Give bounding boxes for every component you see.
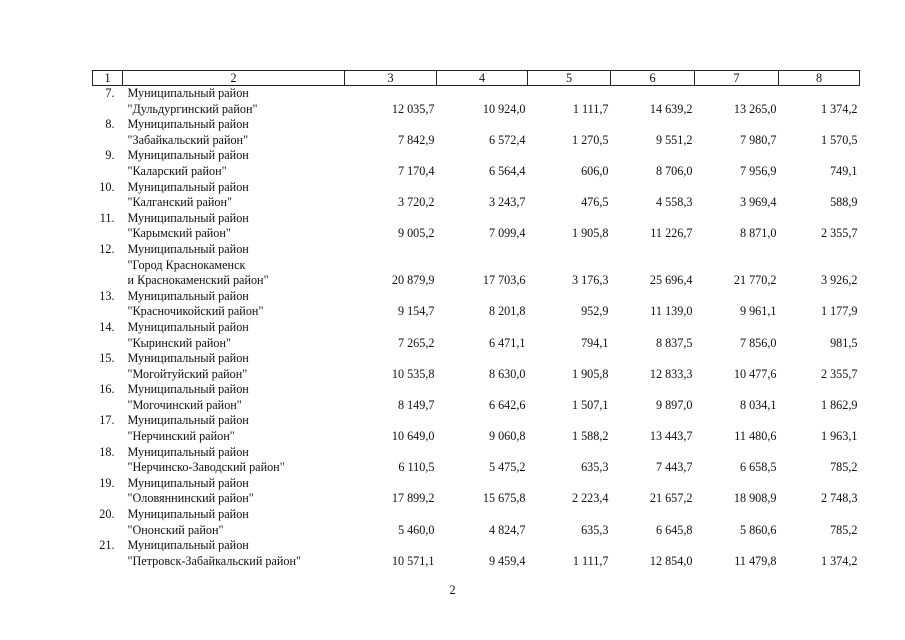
value-col-6: 14 639,2	[649, 101, 693, 116]
district-name	[123, 211, 345, 242]
district-name	[123, 445, 345, 476]
district-name	[123, 413, 345, 444]
table-row	[93, 289, 860, 320]
district-name	[123, 180, 345, 211]
value-col-7: 7 856,0	[739, 335, 777, 350]
value-col-4: 7 099,4	[488, 226, 526, 241]
row-number: 17.	[99, 413, 115, 428]
value-col-3: 3 720,2	[397, 195, 435, 210]
value-col-8: 2 355,7	[820, 366, 858, 381]
value-col-7: 3 969,4	[739, 195, 777, 210]
value-col-3: 9 154,7	[397, 304, 435, 319]
district-name-line: Муниципальный район	[127, 351, 249, 366]
value-col-7: 10 477,6	[733, 366, 777, 381]
value-col-7: 5 860,6	[739, 522, 777, 537]
value-col-8: 1 862,9	[820, 397, 858, 412]
row-number: 9.	[105, 148, 115, 163]
value-col-4: 8 201,8	[488, 304, 526, 319]
value-col-5: 1 111,7	[572, 101, 609, 116]
value-col-5: 476,5	[581, 195, 609, 210]
value-col-5: 635,3	[581, 460, 609, 475]
value-col-3: 20 879,9	[391, 273, 435, 288]
table-row	[93, 538, 860, 569]
table-header	[93, 71, 860, 86]
value-col-8: 588,9	[830, 195, 858, 210]
table-row	[93, 351, 860, 382]
value-col-5: 3 176,3	[571, 273, 609, 288]
district-name-line: "Красночикойский район"	[127, 304, 264, 319]
table-row	[93, 211, 860, 242]
table-row	[93, 382, 860, 413]
district-name-line: Муниципальный район	[127, 288, 249, 303]
value-col-8: 2 748,3	[820, 491, 858, 506]
value-col-4: 17 703,6	[482, 273, 526, 288]
district-name-line: "Петровск-Забайкальский район"	[127, 553, 301, 568]
district-name-line: "Город Краснокаменск	[127, 257, 246, 272]
district-name	[123, 382, 345, 413]
row-number: 10.	[99, 179, 115, 194]
value-col-4: 10 924,0	[482, 101, 526, 116]
district-name-line: "Дульдургинский район"	[127, 101, 258, 116]
value-col-3: 12 035,7	[391, 101, 435, 116]
district-name-line: "Оловяннинский район"	[127, 491, 254, 506]
district-name-line: Муниципальный район	[127, 507, 249, 522]
value-col-3: 6 110,5	[398, 460, 435, 475]
row-number: 8.	[105, 117, 115, 132]
value-col-8: 785,2	[830, 522, 858, 537]
district-name-line: "Карымский район"	[127, 226, 231, 241]
value-col-5: 606,0	[581, 163, 609, 178]
value-col-4: 4 824,7	[488, 522, 526, 537]
value-col-7: 11 479,8	[734, 553, 777, 568]
district-name-line: Муниципальный район	[127, 210, 249, 225]
value-col-6: 12 833,3	[649, 366, 693, 381]
row-number: 11.	[99, 210, 115, 225]
table-row	[93, 242, 860, 289]
row-number: 15.	[99, 351, 115, 366]
district-name-line: Муниципальный район	[127, 538, 249, 553]
value-col-8: 1 374,2	[820, 101, 858, 116]
header-col-4: 4	[437, 71, 528, 86]
district-name-line: "Каларский район"	[127, 163, 227, 178]
value-col-7: 7 980,7	[739, 132, 777, 147]
value-col-7: 8 034,1	[739, 397, 777, 412]
value-col-3: 10 535,8	[391, 366, 435, 381]
value-col-6: 25 696,4	[649, 273, 693, 288]
value-col-5: 1 905,8	[571, 226, 609, 241]
value-col-4: 15 675,8	[482, 491, 526, 506]
value-col-8: 1 570,5	[820, 132, 858, 147]
value-col-5: 1 905,8	[571, 366, 609, 381]
value-col-6: 21 657,2	[649, 491, 693, 506]
header-row	[93, 71, 860, 86]
header-col-5: 5	[528, 71, 611, 86]
value-col-8: 3 926,2	[820, 273, 858, 288]
value-col-3: 7 170,4	[397, 163, 435, 178]
value-col-6: 8 837,5	[655, 335, 693, 350]
page-number: 2	[449, 583, 456, 597]
value-col-5: 794,1	[581, 335, 609, 350]
district-name-line: Муниципальный район	[127, 319, 249, 334]
value-col-6: 8 706,0	[655, 163, 693, 178]
value-col-7: 13 265,0	[733, 101, 777, 116]
value-col-6: 11 226,7	[650, 226, 693, 241]
value-col-8: 981,5	[830, 335, 858, 350]
value-col-6: 7 443,7	[655, 460, 693, 475]
district-name-line: Муниципальный район	[127, 382, 249, 397]
value-col-3: 5 460,0	[397, 522, 435, 537]
district-name-line: "Могойтуйский район"	[127, 366, 248, 381]
table-row	[93, 117, 860, 148]
row-number: 16.	[99, 382, 115, 397]
district-name-line: и Краснокаменский район"	[127, 273, 269, 288]
district-name-line: Муниципальный район	[127, 117, 249, 132]
row-number: 18.	[99, 444, 115, 459]
value-col-7: 6 658,5	[739, 460, 777, 475]
value-col-4: 6 471,1	[488, 335, 526, 350]
value-col-7: 7 956,9	[739, 163, 777, 178]
district-name	[123, 117, 345, 148]
table-row	[93, 413, 860, 444]
value-col-5: 952,9	[581, 304, 609, 319]
district-name-line: "Могочинский район"	[127, 397, 242, 412]
value-col-5: 1 507,1	[571, 397, 609, 412]
value-col-3: 10 649,0	[391, 429, 435, 444]
value-col-3: 10 571,1	[391, 553, 435, 568]
value-col-4: 5 475,2	[488, 460, 526, 475]
table-body	[93, 86, 860, 570]
value-col-4: 9 060,8	[488, 429, 526, 444]
value-col-7: 18 908,9	[733, 491, 777, 506]
value-col-7: 21 770,2	[733, 273, 777, 288]
row-number: 19.	[99, 475, 115, 490]
district-name	[123, 289, 345, 320]
table-row	[93, 445, 860, 476]
district-name-line: Муниципальный район	[127, 444, 249, 459]
value-col-4: 9 459,4	[488, 553, 526, 568]
value-col-4: 6 564,4	[488, 163, 526, 178]
table-row	[93, 476, 860, 507]
value-col-6: 12 854,0	[649, 553, 693, 568]
value-col-8: 1 963,1	[820, 429, 858, 444]
header-col-7: 7	[695, 71, 779, 86]
value-col-5: 1 111,7	[572, 553, 609, 568]
row-number: 7.	[105, 86, 115, 100]
value-col-5: 1 588,2	[571, 429, 609, 444]
district-name	[123, 476, 345, 507]
district-name-line: Муниципальный район	[127, 241, 249, 256]
value-col-7: 8 871,0	[739, 226, 777, 241]
value-col-5: 635,3	[581, 522, 609, 537]
district-name	[123, 242, 345, 289]
table-row	[93, 180, 860, 211]
value-col-3: 8 149,7	[397, 397, 435, 412]
row-number: 20.	[99, 507, 115, 522]
budget-table	[92, 70, 860, 569]
value-col-4: 8 630,0	[488, 366, 526, 381]
value-col-7: 9 961,1	[739, 304, 777, 319]
budget-table-container	[92, 70, 859, 569]
value-col-3: 17 899,2	[391, 491, 435, 506]
value-col-4: 6 642,6	[488, 397, 526, 412]
table-row	[93, 320, 860, 351]
value-col-6: 9 551,2	[655, 132, 693, 147]
district-name-line: Муниципальный район	[127, 148, 249, 163]
value-col-5: 1 270,5	[571, 132, 609, 147]
table-row	[93, 507, 860, 538]
value-col-3: 7 265,2	[397, 335, 435, 350]
value-col-7: 11 480,6	[734, 429, 777, 444]
value-col-6: 9 897,0	[655, 397, 693, 412]
value-col-3: 9 005,2	[397, 226, 435, 241]
value-col-6: 4 558,3	[655, 195, 693, 210]
district-name	[123, 507, 345, 538]
table-row	[93, 148, 860, 179]
district-name-line: "Калганский район"	[127, 195, 233, 210]
district-name-line: "Нерчинский район"	[127, 429, 235, 444]
value-col-6: 11 139,0	[650, 304, 693, 319]
value-col-6: 13 443,7	[649, 429, 693, 444]
value-col-8: 1 177,9	[820, 304, 858, 319]
value-col-3: 7 842,9	[397, 132, 435, 147]
district-name-line: "Ононский район"	[127, 522, 224, 537]
header-col-6: 6	[611, 71, 695, 86]
district-name-line: "Кыринский район"	[127, 335, 231, 350]
district-name-line: Муниципальный район	[127, 86, 249, 100]
value-col-6: 6 645,8	[655, 522, 693, 537]
value-col-8: 785,2	[830, 460, 858, 475]
value-col-5: 2 223,4	[571, 491, 609, 506]
row-number: 12.	[99, 241, 115, 256]
district-name	[123, 148, 345, 179]
district-name	[123, 351, 345, 382]
district-name-line: "Нерчинско-Заводский район"	[127, 460, 285, 475]
value-col-8: 1 374,2	[820, 553, 858, 568]
header-col-8: 8	[779, 71, 860, 86]
district-name	[123, 538, 345, 569]
district-name-line: Муниципальный район	[127, 413, 249, 428]
row-number: 21.	[99, 538, 115, 553]
row-number: 13.	[99, 288, 115, 303]
row-number: 14.	[99, 319, 115, 334]
value-col-4: 6 572,4	[488, 132, 526, 147]
header-col-2: 2	[123, 71, 345, 86]
table-row	[93, 86, 860, 118]
header-col-1: 1	[93, 71, 123, 86]
district-name	[123, 86, 345, 118]
district-name-line: Муниципальный район	[127, 475, 249, 490]
value-col-8: 2 355,7	[820, 226, 858, 241]
district-name-line: "Забайкальский район"	[127, 132, 249, 147]
value-col-4: 3 243,7	[488, 195, 526, 210]
district-name	[123, 320, 345, 351]
district-name-line: Муниципальный район	[127, 179, 249, 194]
value-col-8: 749,1	[830, 163, 858, 178]
header-col-3: 3	[345, 71, 437, 86]
